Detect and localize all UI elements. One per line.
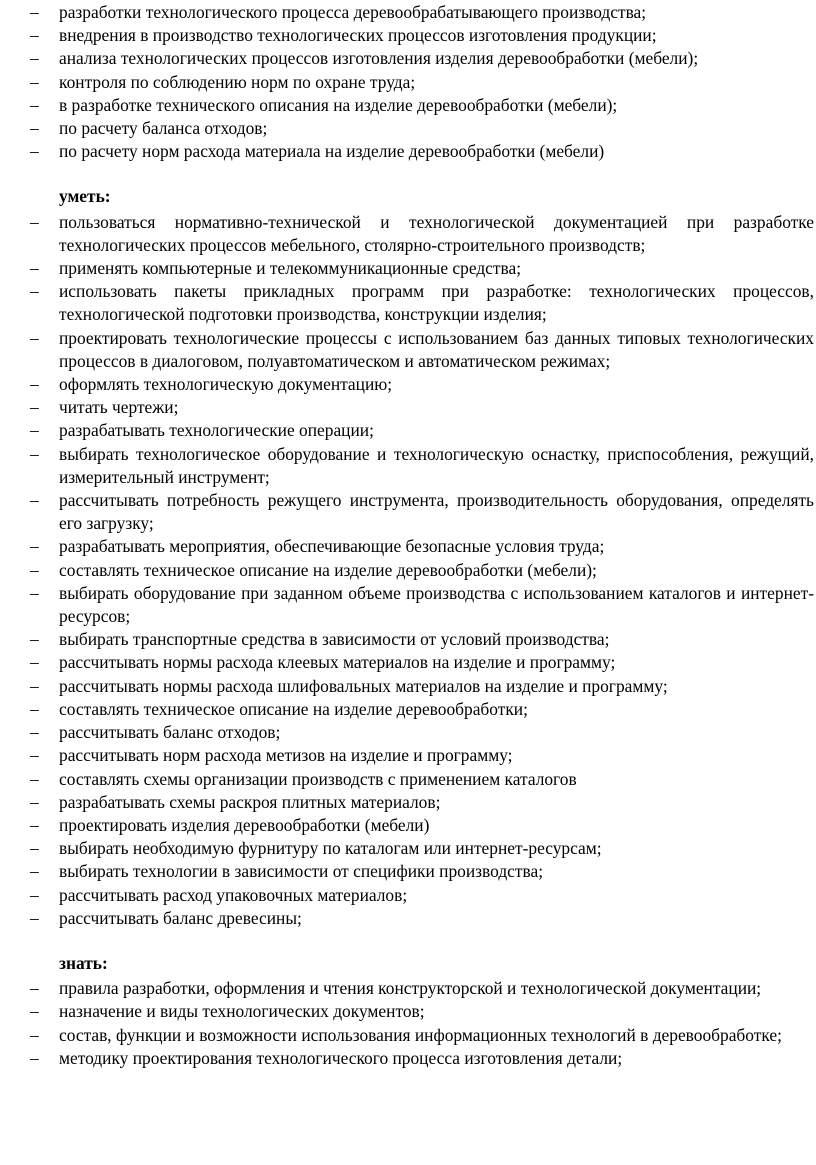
list-item xyxy=(30,814,814,837)
list-item xyxy=(30,117,814,140)
list-item xyxy=(30,396,814,419)
list-item xyxy=(30,1047,814,1070)
list-item xyxy=(30,280,814,326)
list-item xyxy=(30,327,814,373)
list-bullet: – xyxy=(30,907,39,928)
list-item xyxy=(30,884,814,907)
list-item-text: проектировать технологические процессы с использованием баз данных типовых технологических процессов в диалоговом, полуавтоматическом и автоматическом режимах; xyxy=(59,327,814,371)
intro-list xyxy=(30,1,814,163)
list-item-text: анализа технологических процессов изготовления изделия деревообработки (мебели); xyxy=(59,48,699,69)
list-bullet: – xyxy=(30,1001,39,1022)
list-item-text: по расчету норм расхода материала на изделие деревообработки (мебели) xyxy=(59,141,605,162)
list-item xyxy=(30,559,814,582)
list-bullet: – xyxy=(30,861,39,882)
list-bullet: – xyxy=(30,698,39,719)
list-item xyxy=(30,1,814,24)
list-bullet: – xyxy=(30,559,39,580)
list-bullet: – xyxy=(30,675,39,696)
list-bullet: – xyxy=(30,838,39,859)
list-item-text: разрабатывать мероприятия, обеспечивающие безопасные условия труда; xyxy=(59,536,605,557)
list-item-text: выбирать оборудование при заданном объеме производства с использованием каталогов и интернет-ресурсов; xyxy=(59,582,814,627)
list-bullet: – xyxy=(30,71,39,92)
list-item xyxy=(30,47,814,70)
list-item xyxy=(30,698,814,721)
list-item xyxy=(30,791,814,814)
list-bullet: – xyxy=(30,1047,39,1068)
umet-list xyxy=(30,211,814,930)
list-item-text: составлять схемы организации производств с применением каталогов xyxy=(59,768,577,789)
list-item xyxy=(30,1024,814,1047)
list-item xyxy=(30,373,814,396)
list-bullet: – xyxy=(30,25,39,46)
list-bullet: – xyxy=(30,884,39,905)
list-bullet: – xyxy=(30,48,39,69)
list-item-text: выбирать технологическое оборудование и технологическую оснастку, приспособления, режущий, измерительный инструмент; xyxy=(59,443,814,487)
list-item-text: контроля по соблюдению норм по охране труда; xyxy=(59,71,416,92)
list-item xyxy=(30,582,814,628)
umet-heading: уметь: xyxy=(59,186,111,207)
list-bullet: – xyxy=(30,211,39,232)
list-bullet: – xyxy=(30,768,39,789)
list-item-text: составлять техническое описание на изделие деревообработки (мебели); xyxy=(59,559,597,580)
znat-heading: знать: xyxy=(59,952,108,973)
list-bullet: – xyxy=(30,2,39,22)
list-item-text: методику проектирования технологического процесса изготовления детали; xyxy=(59,1047,623,1068)
list-item xyxy=(30,211,814,257)
list-bullet: – xyxy=(30,791,39,812)
list-item-text: рассчитывать расход упаковочных материалов; xyxy=(59,884,408,905)
list-bullet: – xyxy=(30,258,39,279)
list-bullet: – xyxy=(30,118,39,139)
list-bullet: – xyxy=(30,1024,39,1045)
list-item xyxy=(30,71,814,94)
list-bullet: – xyxy=(30,814,39,835)
list-item-text: внедрения в производство технологических процессов изготовления продукции; xyxy=(59,25,657,46)
list-item xyxy=(30,535,814,558)
list-item xyxy=(30,1000,814,1023)
list-item-text: состав, функции и возможности использования информационных технологий в деревообработке; xyxy=(59,1024,782,1045)
list-bullet: – xyxy=(30,536,39,557)
list-item xyxy=(30,419,814,442)
list-bullet: – xyxy=(30,141,39,162)
list-item-text: по расчету баланса отходов; xyxy=(59,118,268,139)
list-item-text: разрабатывать технологические операции; xyxy=(59,420,374,441)
list-item-text: оформлять технологическую документацию; xyxy=(59,374,393,395)
list-item xyxy=(30,721,814,744)
list-bullet: – xyxy=(30,629,39,650)
list-item xyxy=(30,140,814,163)
list-item xyxy=(30,837,814,860)
list-item xyxy=(30,443,814,489)
list-item xyxy=(30,907,814,930)
list-item-text: правила разработки, оформления и чтения конструкторской и технологической документации; xyxy=(59,978,762,999)
list-item-text: рассчитывать баланс древесины; xyxy=(59,907,302,928)
list-bullet: – xyxy=(30,582,39,603)
list-item xyxy=(30,628,814,651)
list-bullet: – xyxy=(30,397,39,418)
list-bullet: – xyxy=(30,281,39,302)
list-bullet: – xyxy=(30,722,39,743)
list-item xyxy=(30,651,814,674)
list-item xyxy=(30,257,814,280)
list-item-text: разрабатывать схемы раскроя плитных материалов; xyxy=(59,791,441,812)
list-item-text: рассчитывать баланс отходов; xyxy=(59,722,281,743)
list-item xyxy=(30,94,814,117)
list-bullet: – xyxy=(30,374,39,395)
list-bullet: – xyxy=(30,745,39,766)
list-item-text: выбирать транспортные средства в зависимости от условий производства; xyxy=(59,629,610,650)
list-item-text: рассчитывать нормы расхода шлифовальных материалов на изделие и программу; xyxy=(59,675,668,696)
list-bullet: – xyxy=(30,443,39,464)
list-bullet: – xyxy=(30,652,39,673)
list-item-text: в разработке технического описания на изделие деревообработки (мебели); xyxy=(59,94,618,115)
list-item-text: рассчитывать норм расхода метизов на изделие и программу; xyxy=(59,745,513,766)
list-bullet: – xyxy=(30,94,39,115)
list-item xyxy=(30,675,814,698)
znat-list xyxy=(30,977,814,1070)
list-item-text: выбирать необходимую фурнитуру по каталогам или интернет-ресурсам; xyxy=(59,838,602,859)
list-item-text: проектировать изделия деревообработки (мебели) xyxy=(59,814,430,835)
list-item-text: составлять техническое описание на изделие деревообработки; xyxy=(59,698,528,719)
list-item xyxy=(30,860,814,883)
list-item-text: применять компьютерные и телекоммуникационные средства; xyxy=(59,258,522,279)
list-bullet: – xyxy=(30,327,39,348)
list-item-text: рассчитывать потребность режущего инструмента, производительность оборудования, определять его загрузку; xyxy=(59,490,814,534)
list-item-text: использовать пакеты прикладных программ при разработке: технологических процессов, технологической подготовки производства, конструкции изделия; xyxy=(59,281,814,325)
list-item xyxy=(30,489,814,535)
list-item-text: пользоваться нормативно-технической и технологической документацией при разработке технологических процессов мебельного, столярно-строительного производств; xyxy=(59,211,814,255)
list-item-text: назначение и виды технологических документов; xyxy=(59,1001,425,1022)
list-item xyxy=(30,744,814,767)
list-item xyxy=(30,977,814,1000)
list-item-text: разработки технологического процесса деревообрабатывающего производства; xyxy=(59,2,647,22)
list-bullet: – xyxy=(30,978,39,999)
list-item-text: рассчитывать нормы расхода клеевых материалов на изделие и программу; xyxy=(59,652,616,673)
list-bullet: – xyxy=(30,490,39,511)
list-item-text: выбирать технологии в зависимости от специфики производства; xyxy=(59,861,544,882)
list-bullet: – xyxy=(30,420,39,441)
list-item xyxy=(30,24,814,47)
list-item-text: читать чертежи; xyxy=(59,397,179,418)
list-item xyxy=(30,768,814,791)
